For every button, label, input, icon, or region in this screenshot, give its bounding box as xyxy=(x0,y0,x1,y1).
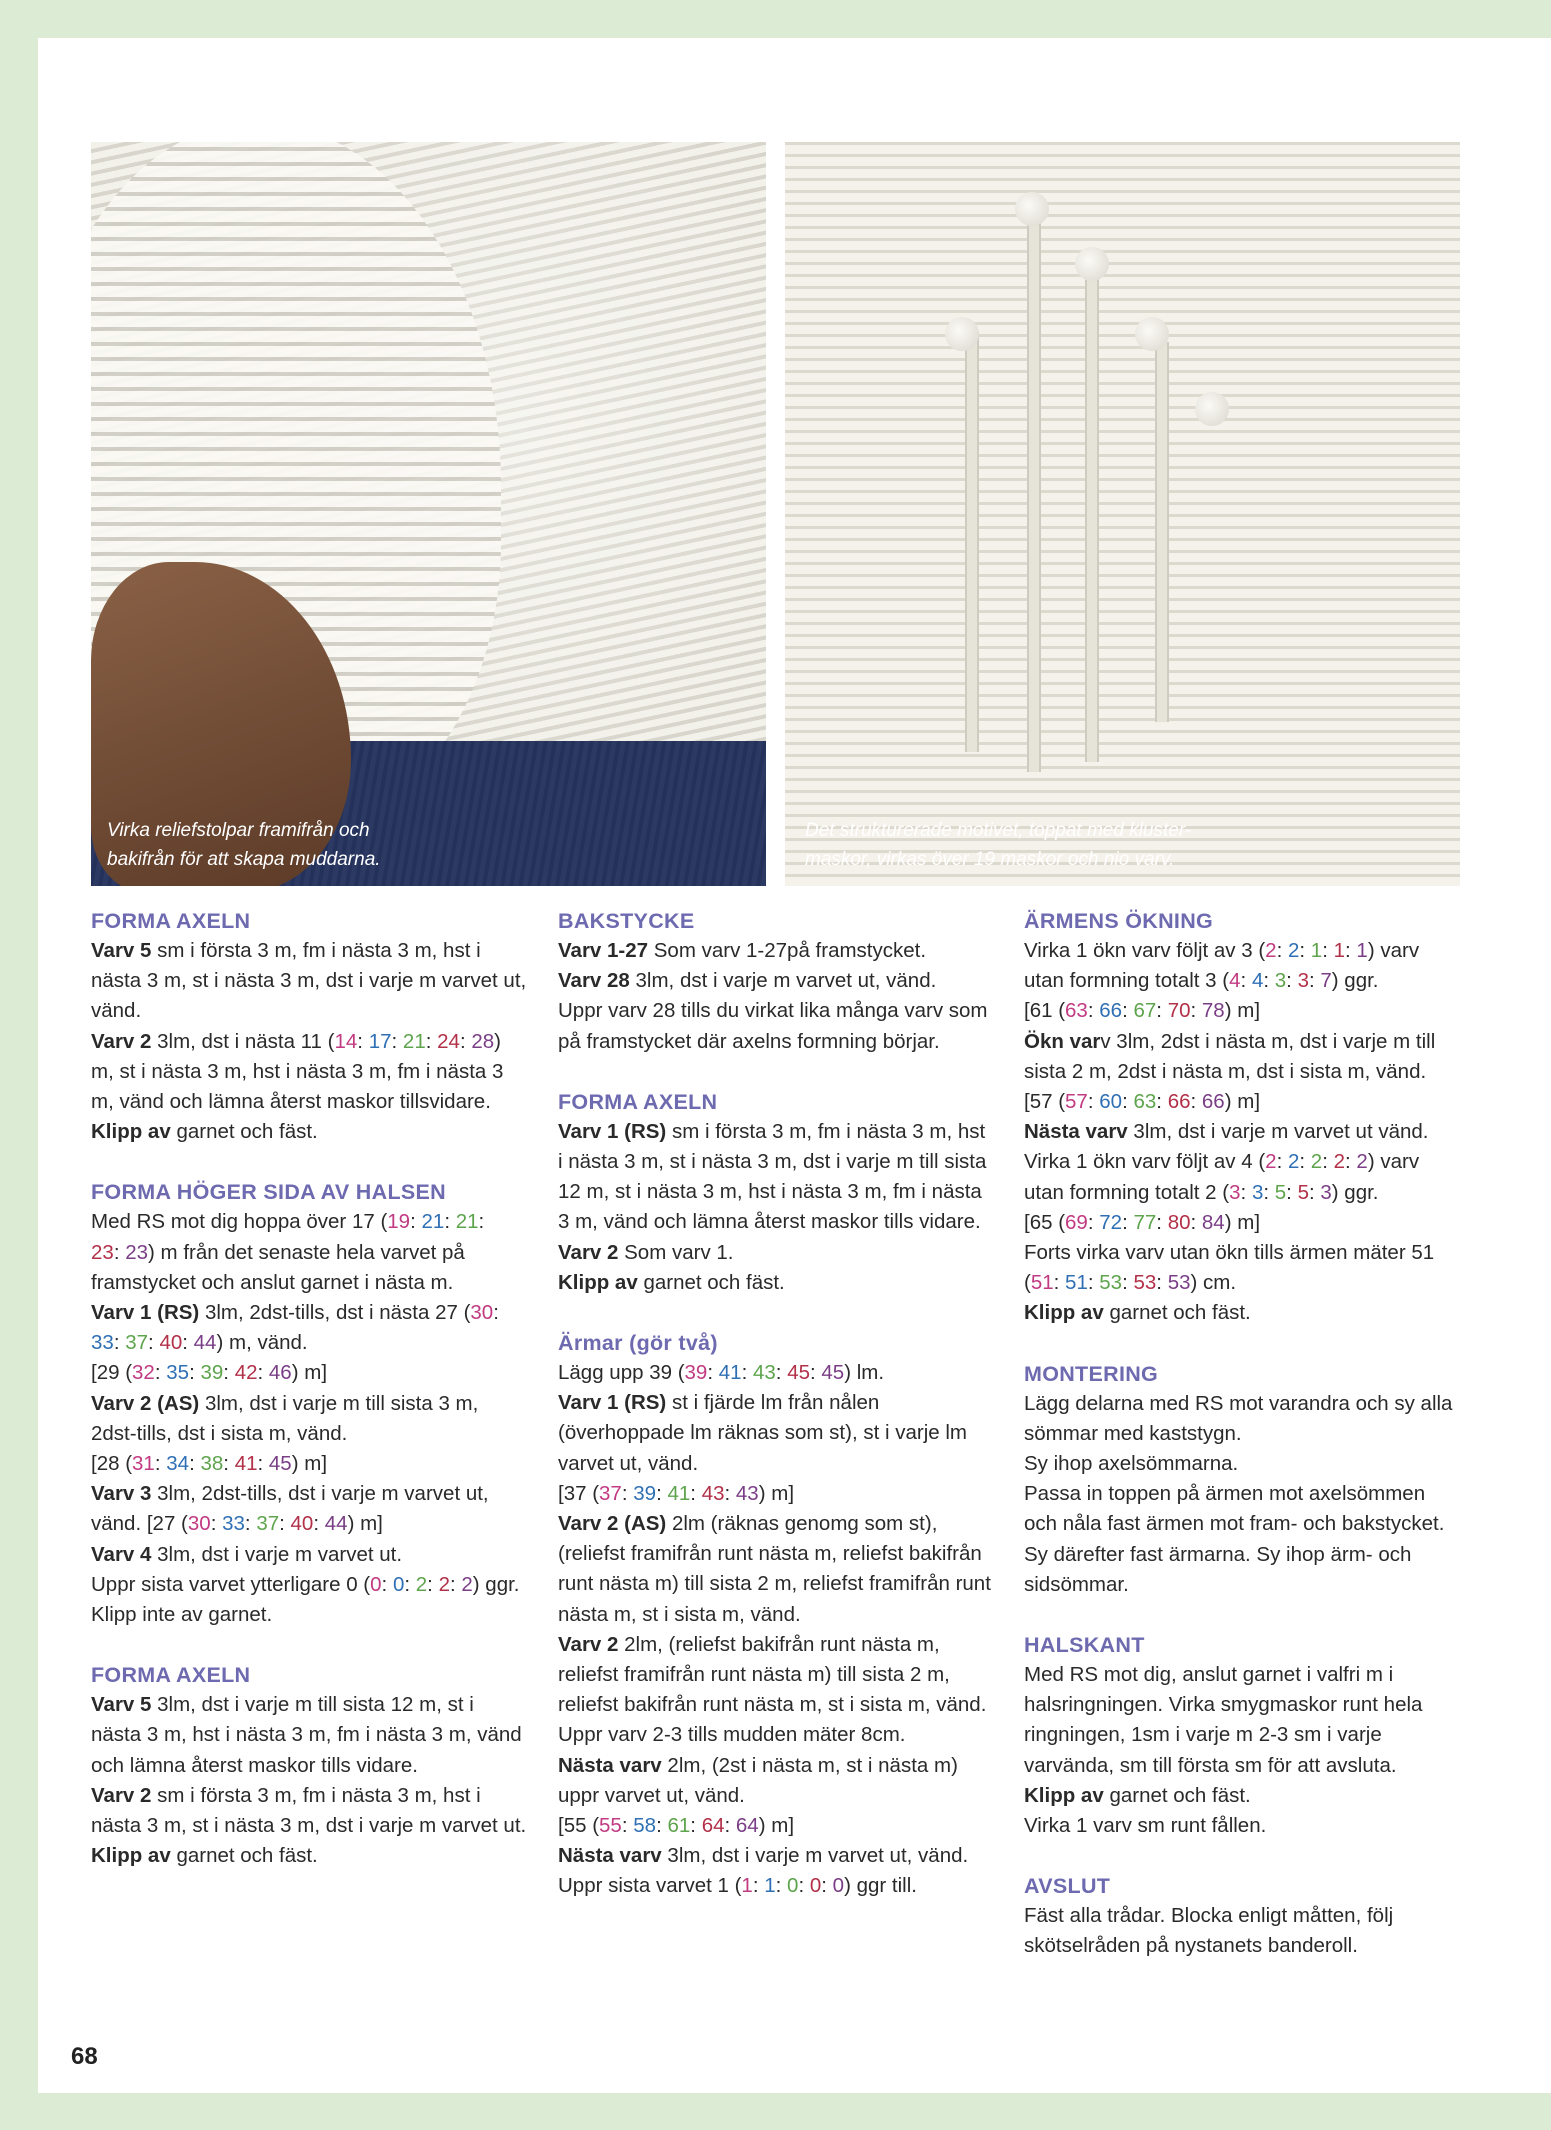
row-text: Virka 1 ökn varv följt av 4 ( xyxy=(1024,1150,1266,1174)
row-text: ) varv utan formning totalt 2 ( xyxy=(1024,1150,1420,1204)
row-label: Varv 2 xyxy=(558,1632,619,1656)
size-value: 0 xyxy=(370,1572,382,1596)
size-value: 3 xyxy=(1251,1180,1264,1204)
row-label: Varv 2 (AS) xyxy=(91,1391,200,1415)
sleeve-cuff-photo xyxy=(91,142,766,886)
instruction-row xyxy=(1024,1027,1460,1087)
size-value: 31 xyxy=(132,1452,155,1476)
row-label: Nästa varv xyxy=(558,1753,662,1777)
instruction-row: [29 (32: 35: 39: 42: 46) m] xyxy=(91,1361,328,1385)
section-heading: FORMA AXELN xyxy=(91,909,251,933)
size-value: 84 xyxy=(1201,1210,1225,1234)
row-text: Klipp inte av garnet. xyxy=(91,1603,273,1627)
section-heading: AVSLUT xyxy=(1024,1874,1111,1899)
size-value: 45 xyxy=(821,1361,845,1385)
size-value: 23 xyxy=(91,1240,114,1264)
instruction-row xyxy=(558,1720,994,1750)
row-text: v 3lm, 2dst i nästa m, dst i varje m till sista 2 m, 2dst i nästa m, dst i sista m, vänd. xyxy=(1024,1029,1436,1083)
row-text: Med RS mot dig, anslut garnet i valfri m i halsringningen. Virka smygmaskor runt hela ringningen, 1sm i varje m 2-3 sm i varje varvända, sm till första sm för att avsluta. xyxy=(1024,1663,1423,1777)
size-value: 64 xyxy=(735,1814,759,1838)
column-1 xyxy=(91,906,527,1871)
row-text: Sy ihop axelsömmarna. xyxy=(1024,1452,1239,1476)
row-text: st i fjärde lm från nålen (överhoppade lm räknas som st), st i varje lm varvet ut, vänd. xyxy=(558,1391,967,1475)
size-value: 70 xyxy=(1167,999,1191,1023)
column-3 xyxy=(1024,906,1460,1962)
instruction-row xyxy=(1024,1811,1460,1841)
instruction-row xyxy=(1024,1117,1460,1147)
instruction-row: [65 (69: 72: 77: 80: 84) m] xyxy=(1024,1210,1261,1234)
left-photo-caption xyxy=(107,816,381,874)
size-value: 53 xyxy=(1099,1271,1123,1295)
row-text: 3lm, dst i varje m varvet ut vänd. xyxy=(1127,1120,1429,1144)
instruction-row: Varv 3 3lm, 2dst-tills, dst i varje m varvet ut, vänd. [27 (30: 33: 37: 40: 44) m] xyxy=(91,1482,489,1536)
size-value: 1 xyxy=(1333,939,1346,962)
instruction-row xyxy=(558,1751,994,1811)
size-value: 45 xyxy=(787,1361,810,1385)
size-value: 4 xyxy=(1229,969,1241,993)
size-value: 69 xyxy=(1065,1210,1088,1234)
size-value: 7 xyxy=(1320,969,1332,993)
instruction-row: [61 (63: 66: 67: 70: 78) m] xyxy=(1024,999,1261,1023)
size-value: 1 xyxy=(1310,939,1323,962)
instruction-row: [37 (37: 39: 41: 43: 43) m] xyxy=(558,1481,795,1505)
size-value: 41 xyxy=(667,1481,691,1505)
row-label: Varv 1 (RS) xyxy=(91,1301,200,1325)
row-label: Varv 5 xyxy=(91,1693,152,1717)
size-value: 78 xyxy=(1201,999,1225,1023)
size-value: 66 xyxy=(1167,1090,1191,1114)
row-text: [61 ( xyxy=(1024,999,1066,1023)
row-text: 2lm, (2st i nästa m, st i nästa m) uppr varvet ut, vänd. xyxy=(558,1753,958,1807)
row-text: ) ggr. xyxy=(1331,1180,1379,1204)
instruction-row xyxy=(1024,1389,1460,1449)
cluster-bobble xyxy=(945,317,979,351)
size-value: 63 xyxy=(1065,999,1088,1023)
instruction-row xyxy=(558,1238,994,1268)
instruction-row xyxy=(1024,1479,1460,1600)
size-value: 19 xyxy=(387,1210,411,1234)
row-label: Varv 2 (AS) xyxy=(558,1512,667,1536)
row-text: sm i första 3 m, fm i nästa 3 m, hst i nästa 3 m, st i nästa 3 m, dst i varje m varvet ut. xyxy=(91,1783,527,1838)
section-heading: FORMA HÖGER SIDA AV HALSEN xyxy=(91,1180,446,1205)
right-photo-caption xyxy=(805,816,1191,874)
size-value: 28 xyxy=(471,1029,495,1053)
row-label: Varv 4 xyxy=(91,1542,152,1566)
size-value: 57 xyxy=(1065,1090,1088,1114)
row-text: [29 ( xyxy=(91,1361,133,1385)
row-label: Varv 5 xyxy=(91,939,152,962)
size-value: 2 xyxy=(438,1572,450,1596)
row-text: Virka 1 varv sm runt fållen. xyxy=(1024,1814,1267,1838)
row-text: Uppr varv 28 tills du virkat lika många varv som på framstycket där axelns formning börjar. xyxy=(558,999,988,1053)
instruction-row xyxy=(1024,1298,1460,1328)
size-value: 32 xyxy=(132,1361,155,1385)
row-text: [28 ( xyxy=(91,1452,133,1476)
size-value: 1 xyxy=(741,1874,753,1898)
size-value: 44 xyxy=(324,1512,348,1536)
instruction-row: Varv 1 (RS) 3lm, 2dst-tills, dst i nästa 27 (30: 33: 37: 40: 44) m, vänd. xyxy=(91,1301,499,1355)
size-value: 61 xyxy=(667,1814,691,1838)
row-text: Uppr varv 2-3 tills mudden mäter 8cm. xyxy=(558,1723,906,1747)
row-label: Klipp av xyxy=(1024,1301,1104,1325)
section-heading: MONTERING xyxy=(1024,1361,1159,1386)
row-text: 2lm (räknas genomg som st), (reliefst framifrån runt nästa m, reliefst bakifrån runt nästa m) till sista 2 m, reliefst framifrån runt nästa m, st i sista m, vänd. xyxy=(558,1512,991,1626)
row-text: ) ggr. xyxy=(472,1572,520,1596)
size-value: 38 xyxy=(200,1452,224,1476)
row-text: garnet och fäst. xyxy=(637,1270,785,1294)
row-text: ) cm. xyxy=(1190,1271,1237,1295)
row-label: Klipp av xyxy=(1024,1783,1104,1807)
row-text: sm i första 3 m, fm i nästa 3 m, hst i nästa 3 m, st i nästa 3 m, dst i varje m till sista 12 m, st i nästa 3 m, hst i nästa 3 m, fm i nästa 3 m, vänd och lämna återst maskor tills vidare. xyxy=(558,1119,987,1234)
size-value: 39 xyxy=(684,1361,708,1385)
size-value: 17 xyxy=(368,1029,392,1053)
row-text: ) m, st i nästa 3 m, hst i nästa 3 m, fm i nästa 3 m, vänd och lämna återst maskor tillsvidare. xyxy=(91,1029,504,1114)
instruction-row xyxy=(91,1117,527,1147)
size-value: 21 xyxy=(421,1210,445,1234)
instruction-row xyxy=(91,1389,527,1449)
row-text: garnet och fäst. xyxy=(170,1120,318,1144)
instruction-row xyxy=(558,936,994,966)
size-value: 66 xyxy=(1099,999,1123,1023)
size-value: 3 xyxy=(1229,1180,1241,1204)
row-text: ) varv utan formning totalt 3 ( xyxy=(1024,939,1420,993)
row-label: Varv 3 xyxy=(91,1482,152,1506)
size-value: 30 xyxy=(187,1512,211,1536)
row-text: 2lm, (reliefst bakifrån runt nästa m, reliefst framifrån runt nästa m) till sista 2 m, reliefst bakifrån runt nästa m, st i sista m, vänd. xyxy=(558,1632,987,1717)
size-value: 40 xyxy=(159,1331,183,1355)
row-label: Nästa varv xyxy=(558,1844,662,1868)
size-value: 55 xyxy=(599,1814,622,1838)
row-text: garnet och fäst. xyxy=(1103,1301,1251,1325)
instruction-row xyxy=(1024,1660,1460,1781)
instruction-row: Virka 1 ökn varv följt av 3 (2: 2: 1: 1: 1) varv utan formning totalt 3 (4: 4: 3: 3: 7) ggr. xyxy=(1024,939,1420,993)
row-text: ) m] xyxy=(1224,1090,1261,1114)
size-value: 58 xyxy=(633,1814,657,1838)
size-value: 2 xyxy=(1265,939,1277,962)
row-text: 3lm, dst i nästa 11 ( xyxy=(151,1029,335,1053)
cluster-bobble xyxy=(1195,392,1229,426)
row-text: 3lm, dst i varje m till sista 12 m, st i nästa 3 m, hst i nästa 3 m, fm i nästa 3 m, vänd och lämna återst maskor tills vidare. xyxy=(91,1693,522,1777)
instruction-row xyxy=(558,1268,994,1298)
motif-stem xyxy=(965,332,979,752)
row-text: ) m] xyxy=(758,1481,795,1505)
row-text: [65 ( xyxy=(1024,1210,1066,1234)
size-value: 4 xyxy=(1251,969,1264,993)
size-value: 24 xyxy=(437,1029,460,1053)
row-label: Ökn var xyxy=(1024,1029,1101,1053)
row-text: ) m] xyxy=(1224,999,1261,1023)
row-text: Lägg delarna med RS mot varandra och sy alla sömmar med kaststygn. xyxy=(1024,1391,1453,1445)
size-value: 41 xyxy=(234,1452,258,1476)
size-value: 72 xyxy=(1099,1210,1123,1234)
size-value: 2 xyxy=(1310,1150,1323,1174)
size-value: 44 xyxy=(193,1331,217,1355)
instruction-row: Varv 2 3lm, dst i nästa 11 (14: 17: 21: 24: 28) m, st i nästa 3 m, hst i nästa 3 m, fm i nästa 3 m, vänd och lämna återst maskor tillsvidare. xyxy=(91,1029,504,1114)
instruction-row xyxy=(558,1509,994,1630)
size-value: 2 xyxy=(1265,1150,1277,1174)
page-number: 68 xyxy=(71,2043,98,2070)
instruction-row xyxy=(91,936,527,1027)
section-heading: ÄRMENS ÖKNING xyxy=(1024,909,1214,933)
instruction-row xyxy=(558,1117,994,1238)
size-value: 33 xyxy=(222,1512,245,1536)
instruction-row: Forts virka varv utan ökn tills ärmen mäter 51 (51: 51: 53: 53: 53) cm. xyxy=(1024,1241,1435,1295)
size-value: 37 xyxy=(256,1512,280,1536)
instruction-row xyxy=(558,996,994,1056)
size-value: 39 xyxy=(200,1361,224,1385)
instruction-row xyxy=(558,1841,994,1871)
row-label: Varv 2 xyxy=(91,1783,152,1807)
size-value: 40 xyxy=(290,1512,314,1536)
row-text: Uppr sista varvet 1 ( xyxy=(558,1874,742,1898)
size-value: 3 xyxy=(1320,1180,1332,1204)
motif-stem xyxy=(1085,262,1099,762)
row-label: Varv 1 (RS) xyxy=(558,1391,667,1415)
row-label: Varv 1 (RS) xyxy=(558,1119,667,1143)
instruction-row xyxy=(91,1540,527,1570)
row-text: garnet och fäst. xyxy=(170,1844,318,1868)
section-heading: HALSKANT xyxy=(1024,1633,1145,1658)
row-text: ) m] xyxy=(1224,1210,1261,1234)
row-text: [37 ( xyxy=(558,1481,600,1505)
size-value: 66 xyxy=(1201,1090,1225,1114)
instruction-row xyxy=(91,1841,527,1871)
size-value: 1 xyxy=(1356,939,1368,962)
row-label: Klipp av xyxy=(558,1270,638,1294)
size-value: 43 xyxy=(735,1481,759,1505)
row-text: ) m] xyxy=(347,1512,383,1536)
caption-line: Virka reliefstolpar framifrån och xyxy=(107,820,370,841)
cluster-bobble xyxy=(1015,192,1049,226)
size-value: 53 xyxy=(1133,1271,1157,1295)
row-text: Virka 1 ökn varv följt av 3 ( xyxy=(1024,939,1266,962)
row-text: ) m] xyxy=(758,1814,795,1838)
cluster-bobble xyxy=(1135,317,1169,351)
size-value: 21 xyxy=(455,1210,479,1234)
size-value: 37 xyxy=(599,1481,622,1505)
row-text: 3lm, 2dst-tills, dst i varje m varvet ut, vänd. [27 ( xyxy=(91,1482,489,1536)
row-text: ) lm. xyxy=(844,1361,885,1385)
instruction-row: Lägg upp 39 (39: 41: 43: 45: 45) lm. xyxy=(558,1361,885,1385)
row-text: Med RS mot dig hoppa över 17 ( xyxy=(91,1210,388,1234)
size-value: 2 xyxy=(1287,1150,1300,1174)
size-value: 39 xyxy=(633,1481,657,1505)
size-value: 34 xyxy=(166,1452,190,1476)
row-text: Uppr sista varvet ytterligare 0 ( xyxy=(91,1572,371,1596)
instruction-row xyxy=(91,1600,527,1630)
row-label: Varv 2 xyxy=(91,1029,152,1053)
instruction-row: [28 (31: 34: 38: 41: 45) m] xyxy=(91,1452,328,1476)
motif-stem xyxy=(1155,342,1169,722)
row-label: Nästa varv xyxy=(1024,1120,1128,1144)
size-value: 0 xyxy=(809,1874,822,1898)
size-value: 64 xyxy=(701,1814,725,1838)
size-value: 63 xyxy=(1133,1090,1157,1114)
row-label: Varv 28 xyxy=(558,969,630,993)
row-text: ) ggr till. xyxy=(844,1874,917,1898)
section-heading: Ärmar (gör två) xyxy=(558,1331,718,1356)
row-text: sm i första 3 m, fm i nästa 3 m, hst i nästa 3 m, st i nästa 3 m, dst i varje m varvet ut, vänd. xyxy=(91,939,527,1023)
row-text: garnet och fäst. xyxy=(1103,1783,1251,1807)
instruction-row: Med RS mot dig hoppa över 17 (19: 21: 21: 23: 23) m från det senaste hela varvet på framstycket och anslut garnet i nästa m. xyxy=(91,1210,485,1294)
size-value: 53 xyxy=(1167,1271,1191,1295)
size-value: 2 xyxy=(1356,1150,1368,1174)
row-label: Varv 2 xyxy=(558,1240,619,1264)
instruction-row xyxy=(558,1630,994,1721)
size-value: 51 xyxy=(1030,1271,1054,1295)
row-label: Varv 1-27 xyxy=(558,939,649,962)
row-text: Fäst alla trådar. Blocka enligt måtten, följ skötselråden på nystanets banderoll. xyxy=(1024,1904,1394,1958)
row-text: 3lm, dst i varje m varvet ut, vänd. xyxy=(661,1844,969,1868)
size-value: 37 xyxy=(125,1331,149,1355)
size-value: 77 xyxy=(1133,1210,1157,1234)
size-value: 1 xyxy=(764,1874,776,1898)
instruction-row: [57 (57: 60: 63: 66: 66) m] xyxy=(1024,1090,1261,1114)
size-value: 51 xyxy=(1065,1271,1088,1295)
size-value: 2 xyxy=(461,1572,473,1596)
caption-line: maskor, virkas över 19 maskor och nio varv. xyxy=(805,849,1175,870)
size-value: 80 xyxy=(1167,1210,1191,1234)
row-text: Som varv 1. xyxy=(618,1240,734,1264)
size-value: 3 xyxy=(1297,969,1309,993)
instruction-row xyxy=(558,1388,994,1479)
row-text: 3lm, dst i varje m till sista 3 m, 2dst-tills, dst i sista m, vänd. xyxy=(91,1391,479,1445)
instruction-row xyxy=(1024,1901,1460,1961)
instruction-row xyxy=(91,1781,527,1841)
size-value: 0 xyxy=(832,1874,845,1898)
instruction-row: Uppr sista varvet 1 (1: 1: 0: 0: 0) ggr till. xyxy=(558,1874,917,1898)
row-text: 3lm, dst i varje m varvet ut. xyxy=(151,1542,403,1566)
caption-line: Det strukturerade motivet, toppat med kluster- xyxy=(805,820,1192,841)
row-text: Passa in toppen på ärmen mot axelsömmen och nåla fast ärmen mot fram- och bakstycket. Sy därefter fast ärmarna. Sy ihop ärm- och sidsömmar. xyxy=(1024,1482,1445,1596)
size-value: 35 xyxy=(166,1361,190,1385)
size-value: 2 xyxy=(1333,1150,1346,1174)
size-value: 41 xyxy=(718,1361,742,1385)
instruction-row xyxy=(1024,1781,1460,1811)
row-label: Klipp av xyxy=(91,1120,171,1144)
row-text: Lägg upp 39 ( xyxy=(558,1361,685,1385)
instruction-row: Virka 1 ökn varv följt av 4 (2: 2: 2: 2: 2) varv utan formning totalt 2 (3: 3: 5: 5: 3) ggr. xyxy=(1024,1150,1420,1204)
column-2 xyxy=(558,906,994,1902)
size-value: 5 xyxy=(1297,1180,1309,1204)
size-value: 0 xyxy=(392,1572,405,1596)
row-text: ) m] xyxy=(291,1361,328,1385)
instruction-row xyxy=(558,966,994,996)
instruction-row xyxy=(91,1690,527,1781)
row-label: Klipp av xyxy=(91,1844,171,1868)
size-value: 0 xyxy=(787,1874,799,1898)
cluster-bobble xyxy=(1075,247,1109,281)
size-value: 43 xyxy=(752,1361,776,1385)
size-value: 46 xyxy=(268,1361,292,1385)
size-value: 2 xyxy=(1287,939,1300,962)
size-value: 21 xyxy=(402,1029,426,1053)
section-heading: FORMA AXELN xyxy=(558,1089,718,1114)
row-text: [57 ( xyxy=(1024,1090,1066,1114)
row-text: 3lm, dst i varje m varvet ut, vänd. xyxy=(629,969,937,993)
instruction-row: [55 (55: 58: 61: 64: 64) m] xyxy=(558,1814,795,1838)
size-value: 14 xyxy=(334,1029,358,1053)
size-value: 23 xyxy=(125,1240,149,1264)
row-text: Som varv 1-27på framstycket. xyxy=(648,939,927,962)
size-value: 30 xyxy=(470,1301,494,1325)
size-value: 45 xyxy=(268,1452,292,1476)
row-text: 3lm, 2dst-tills, dst i nästa 27 ( xyxy=(199,1301,471,1325)
row-text: ) m från det senaste hela varvet på framstycket och anslut garnet i nästa m. xyxy=(91,1240,465,1294)
size-value: 33 xyxy=(91,1331,114,1355)
motif-detail-photo xyxy=(785,142,1460,886)
size-value: 67 xyxy=(1133,999,1157,1023)
motif-stem xyxy=(1027,212,1041,772)
section-heading: FORMA AXELN xyxy=(91,1663,251,1688)
size-value: 60 xyxy=(1099,1090,1123,1114)
instruction-row xyxy=(1024,1449,1460,1479)
size-value: 5 xyxy=(1274,1180,1287,1204)
caption-line: bakifrån för att skapa muddarna. xyxy=(107,849,381,870)
size-value: 43 xyxy=(701,1481,725,1505)
row-text: [55 ( xyxy=(558,1814,600,1838)
size-value: 42 xyxy=(234,1361,258,1385)
row-text: Forts virka varv utan ökn tills ärmen mäter 51 ( xyxy=(1024,1241,1435,1295)
row-text: ) m] xyxy=(291,1452,328,1476)
size-value: 2 xyxy=(415,1572,428,1596)
row-text: ) ggr. xyxy=(1331,969,1379,993)
instruction-row: Uppr sista varvet ytterligare 0 (0: 0: 2: 2: 2) ggr. xyxy=(91,1572,520,1596)
row-text: ) m, vänd. xyxy=(216,1331,308,1355)
size-value: 3 xyxy=(1274,969,1287,993)
section-heading: BAKSTYCKE xyxy=(558,909,695,933)
